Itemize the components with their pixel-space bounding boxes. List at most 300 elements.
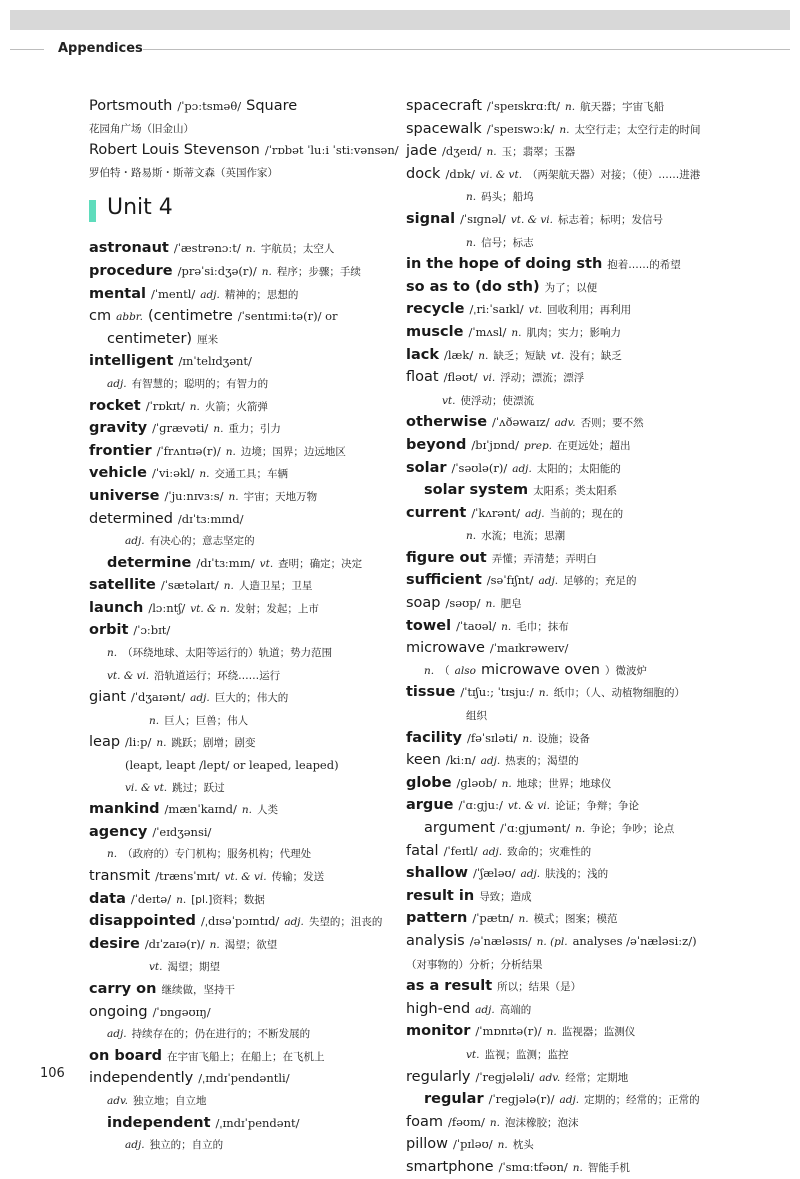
part-of-speech: vi. <box>482 372 496 385</box>
word: foam <box>406 1113 443 1130</box>
definition: 交通工具；车辆 <box>214 468 289 481</box>
entry-line <box>89 597 389 620</box>
entry-line <box>89 798 389 821</box>
phonetic: /ˈkʌrənt/ <box>471 505 521 520</box>
entry-line <box>406 231 726 254</box>
part-of-speech: n. <box>478 349 489 362</box>
glossary-entry <box>406 975 726 998</box>
header-rule-left <box>10 49 44 50</box>
phonetic: /fəˈsɪləti/ <box>466 730 518 745</box>
unit-heading <box>89 195 389 231</box>
entry-line <box>406 615 726 638</box>
part-of-speech: vt. <box>466 1048 480 1061</box>
part-of-speech: n. <box>538 687 549 700</box>
phonetic: /ˈæstrənɔːt/ <box>173 241 241 256</box>
glossary-entry <box>406 118 726 141</box>
entry-line <box>89 910 389 933</box>
part-of-speech: n. <box>572 1161 583 1174</box>
entry-line <box>406 840 726 863</box>
entry-line <box>406 727 726 750</box>
part-of-speech: n. <box>486 146 497 159</box>
entry-line <box>406 930 726 953</box>
entry-line <box>89 508 389 530</box>
entry-line <box>89 1022 389 1045</box>
glossary-entry <box>406 1111 726 1134</box>
part-of-speech: n. <box>466 191 477 204</box>
headword: signal <box>406 210 456 227</box>
definition: 浮动；漂流；漂浮 <box>500 372 585 385</box>
part-of-speech: n. <box>228 490 239 503</box>
phonetic: /ˌdɪsəˈpɔɪntɪd/ <box>200 914 280 929</box>
entry-line <box>89 1001 389 1023</box>
part-of-speech: vt. <box>442 394 456 407</box>
glossary-entry <box>89 417 389 440</box>
phonetic: /ˈtaʊəl/ <box>456 618 497 633</box>
part-of-speech: n. <box>501 620 512 633</box>
definition: 信号；标志 <box>481 236 534 249</box>
entry-line <box>406 749 726 772</box>
entry-line <box>406 637 726 659</box>
glossary-entry <box>406 681 726 726</box>
definition: 有决心的；意志坚定的 <box>149 535 255 548</box>
entry-line <box>89 574 389 597</box>
definition: （两架航天器）对接；（使）……进港 <box>527 168 701 181</box>
part-of-speech: n. <box>511 326 522 339</box>
phonetic: /dʒeɪd/ <box>442 144 482 159</box>
word: spacewalk <box>406 120 482 137</box>
part-of-speech: vi. & vt. <box>125 781 168 794</box>
definition: 智能手机 <box>587 1161 630 1174</box>
entry-line <box>406 95 726 118</box>
entry-line <box>89 283 389 306</box>
definition: 有智慧的；聪明的；有智力的 <box>131 377 269 390</box>
entry-line <box>406 547 726 570</box>
definition: 在宇宙飞船上；在船上；在飞机上 <box>167 1050 325 1063</box>
entry-line <box>406 885 726 908</box>
phonetic: /ˈsmɑːtfəʊn/ <box>498 1159 568 1174</box>
definition: 监视；监测；监控 <box>484 1048 569 1061</box>
definition: 足够的；充足的 <box>563 575 637 588</box>
word: spacecraft <box>406 98 482 114</box>
phonetic: /lɔːntʃ/ <box>148 600 186 615</box>
part-of-speech: adv. <box>554 417 576 430</box>
headword: procedure <box>89 262 173 279</box>
phonetic: /læk/ <box>444 347 474 362</box>
definition: 纸巾；（人、动植物细胞的） <box>553 687 686 700</box>
definition: 火箭；火箭弹 <box>204 400 268 413</box>
entry-line <box>89 440 389 463</box>
glossary-entry <box>406 502 726 547</box>
entry-line <box>406 366 726 389</box>
phonetic: /fləʊt/ <box>443 370 478 385</box>
definition: 致命的；灾难性的 <box>507 845 592 858</box>
glossary-entry <box>406 930 726 975</box>
part-of-speech: adj. <box>190 692 210 705</box>
phonetic: /ɪnˈtelɪdʒənt/ <box>178 354 252 369</box>
headword: as a result <box>406 978 493 995</box>
glossary-entry <box>89 260 389 283</box>
phonetic: /dɪˈtɜːmɪnd/ <box>177 511 244 526</box>
part-of-speech: n. (pl. <box>536 935 568 948</box>
entry-line <box>406 704 726 727</box>
word: soap <box>406 595 441 612</box>
glossary-entry <box>89 933 389 978</box>
headword: tissue <box>406 684 456 701</box>
entry-line <box>406 975 726 998</box>
glossary-entry <box>89 283 389 306</box>
headword: agency <box>89 823 148 840</box>
glossary-entry <box>406 298 726 321</box>
entry-line <box>406 253 726 276</box>
phonetic: /ˈɒnɡəʊɪŋ/ <box>152 1004 211 1019</box>
headword: satellite <box>89 577 156 594</box>
headword: pattern <box>406 910 468 927</box>
word: determined <box>89 510 173 527</box>
word: leap <box>89 734 121 751</box>
entry-line <box>406 163 726 186</box>
definition: 定期的；经常的；正常的 <box>584 1094 700 1107</box>
definition: 罗伯特・路易斯・斯蒂文森（英国作家） <box>89 166 278 179</box>
entry-line <box>89 372 389 395</box>
definition: 发射；发起；上市 <box>234 602 319 615</box>
definition: 传输；发送 <box>271 871 325 883</box>
definition: 毛巾；抹布 <box>516 620 569 633</box>
word: jade <box>406 143 438 160</box>
headword: frontier <box>89 442 152 459</box>
phonetic: /ˈmɒnɪtə(r)/ <box>475 1024 542 1039</box>
entry-line <box>89 260 389 283</box>
headword: carry on <box>89 980 157 997</box>
entry-line <box>406 592 726 615</box>
definition: 边境；国界；边远地区 <box>240 445 346 458</box>
phonetic: /səʊp/ <box>445 596 481 611</box>
part-of-speech: n. <box>176 893 187 906</box>
part-of-speech: n. <box>522 732 533 745</box>
phonetic: /ˈmaɪkrəweɪv/ <box>489 641 569 656</box>
glossary-entry <box>406 772 726 795</box>
headword: so as to (do sth) <box>406 278 540 295</box>
part-of-speech: vi. & vt. <box>479 168 523 181</box>
word: float <box>406 369 439 386</box>
entry-line <box>89 754 389 776</box>
definition: 精神的；思想的 <box>224 288 299 301</box>
definition: 地球；世界；地球仪 <box>516 777 612 790</box>
part-of-speech: adj. <box>107 377 127 390</box>
part-of-speech: vt. <box>550 349 565 362</box>
part-of-speech: adj. <box>559 1094 580 1107</box>
definition: 宇航员；太空人 <box>260 243 335 256</box>
headword: astronaut <box>89 240 169 257</box>
part-of-speech: adj. <box>284 916 304 929</box>
definition: [pl.]资料；数据 <box>191 893 265 906</box>
definition: 高端的 <box>499 1003 532 1016</box>
word: Robert Louis Stevenson <box>89 142 260 159</box>
entry-line <box>406 907 726 930</box>
glossary-entry <box>406 749 726 772</box>
part-of-speech: adj. <box>512 462 532 475</box>
definition: （对事物的）分析；分析结果 <box>406 958 543 971</box>
part-of-speech: n. <box>559 123 570 136</box>
entry-line <box>406 1111 726 1134</box>
part-of-speech: n. <box>546 1026 557 1039</box>
definition: 水流；电流；思潮 <box>481 530 566 543</box>
phonetic: /ˈpætn/ <box>472 911 514 926</box>
definition: 泡沫橡胶；泡沫 <box>504 1116 579 1129</box>
part-of-speech: vt. <box>528 304 543 317</box>
part-of-speech: also <box>454 664 476 677</box>
headword: solar system <box>424 482 529 499</box>
part-of-speech: adj. <box>538 575 559 588</box>
part-of-speech: n. <box>245 243 256 256</box>
entry-line <box>89 1045 389 1068</box>
glossary-entry <box>89 1112 389 1156</box>
part-of-speech: adj. <box>200 288 220 301</box>
headword: data <box>89 890 126 907</box>
glossary-entry <box>406 434 726 457</box>
definition: 重力；引力 <box>228 423 281 436</box>
entry-line <box>89 686 389 709</box>
glossary-entry <box>89 821 389 865</box>
phonetic: /ˈɔːbɪt/ <box>133 623 171 638</box>
phonetic: /ˈjuːnɪvɜːs/ <box>164 488 224 503</box>
entry-line <box>89 842 389 865</box>
word: (centimetre <box>148 308 233 325</box>
entry-line <box>406 1066 726 1089</box>
part-of-speech: n. <box>575 823 586 835</box>
headword: on board <box>89 1047 162 1064</box>
entry-line <box>89 664 389 687</box>
definition: 厘米 <box>197 333 219 346</box>
part-of-speech: vt. & vi. <box>107 669 150 682</box>
top-color-bar <box>10 10 790 30</box>
definition: 没有；缺乏 <box>569 349 622 362</box>
entry-line <box>89 462 389 485</box>
entry-line <box>89 731 389 754</box>
definition: 回收利用；再利用 <box>547 304 632 317</box>
word: smartphone <box>406 1158 494 1175</box>
entry-line <box>406 479 726 502</box>
glossary-entry <box>406 276 726 299</box>
glossary-entry <box>89 350 389 394</box>
part-of-speech: n. <box>501 777 512 790</box>
definition: 热衷的；渴望的 <box>505 755 579 768</box>
word: ongoing <box>89 1003 148 1020</box>
glossary-entry <box>89 686 389 731</box>
phonetic: /liːp/ <box>125 735 152 750</box>
header-rule-right <box>143 49 790 50</box>
definition: 太阳系；类太阳系 <box>533 485 618 498</box>
headword: intelligent <box>89 353 174 370</box>
entry-line <box>89 161 389 184</box>
part-of-speech: adv. <box>107 1094 129 1107</box>
headword: muscle <box>406 323 464 340</box>
definition: 花园角广场（旧金山） <box>89 122 194 135</box>
definition: 码头；船坞 <box>481 191 534 204</box>
page-header <box>0 40 800 60</box>
entry-line <box>406 524 726 547</box>
entry-line <box>89 1133 389 1156</box>
part-of-speech: n. <box>565 101 576 113</box>
entry-line <box>89 117 389 140</box>
part-of-speech: adj. <box>125 535 145 548</box>
part-of-speech: vt. & n. <box>190 602 230 615</box>
entry-line <box>406 298 726 321</box>
phonetic: /ˈsɪɡnəl/ <box>460 211 506 226</box>
entry-line <box>406 185 726 208</box>
left-column <box>89 95 399 1156</box>
entry-line <box>89 529 389 552</box>
phonetic: /ˈɑːɡjumənt/ <box>499 821 571 835</box>
glossary-entry <box>406 366 726 411</box>
entry-line <box>406 389 726 412</box>
part-of-speech: n. <box>466 530 477 543</box>
entry-line <box>406 434 726 457</box>
entry-line <box>406 321 726 344</box>
entry-line <box>89 933 389 956</box>
part-of-speech: n. <box>485 598 496 611</box>
glossary-entry <box>406 1020 726 1065</box>
part-of-speech: adj. <box>480 755 501 768</box>
headword: towel <box>406 617 452 634</box>
glossary-entry <box>89 1067 389 1111</box>
glossary-entry <box>89 597 389 620</box>
entry-line <box>406 1043 726 1066</box>
part-of-speech: vt. & vi. <box>510 213 553 226</box>
phonetic: /ˈfeɪtl/ <box>443 843 478 858</box>
definition: 在更远处；超出 <box>557 439 631 452</box>
glossary-entry <box>89 508 389 552</box>
part-of-speech: n. <box>261 265 272 278</box>
definition: 抱着……的希望 <box>607 259 681 272</box>
phonetic: /ˈsentɪmiːtə(r)/ or <box>237 309 338 324</box>
glossary-entry <box>89 305 389 350</box>
glossary-entry <box>406 1156 726 1179</box>
glossary-entry <box>89 237 389 260</box>
phonetic: /ˈdeɪtə/ <box>130 891 172 906</box>
phonetic: /dɪˈzaɪə(r)/ <box>144 936 205 951</box>
word: Square <box>246 98 298 114</box>
headword: universe <box>89 487 160 504</box>
part-of-speech: vt. <box>259 557 274 570</box>
word: high-end <box>406 1000 471 1017</box>
word: giant <box>89 689 126 706</box>
definition: 肌肉；实力；影响力 <box>526 326 621 339</box>
entry-line <box>406 411 726 434</box>
phonetic: /ˈɡrævəti/ <box>152 421 209 436</box>
glossary-entry <box>406 998 726 1021</box>
definition: 人造卫星；卫星 <box>238 580 313 593</box>
glossary-entry <box>406 253 726 276</box>
entry-line <box>89 641 389 664</box>
entry-line <box>89 821 389 843</box>
entry-line <box>406 1020 726 1043</box>
glossary-entry <box>89 865 389 888</box>
headword: solar <box>406 459 447 476</box>
part-of-speech: n. <box>225 445 236 458</box>
headword: result in <box>406 887 475 904</box>
glossary-entry <box>89 440 389 463</box>
phonetic: /ˈdʒaɪənt/ <box>131 690 186 705</box>
part-of-speech: adj. <box>107 1028 127 1041</box>
phonetic: /ˈtɪʃuː; ˈtɪsjuː/ <box>460 685 534 700</box>
definition: （政府的）专门机构；服务机构；代理处 <box>122 848 312 861</box>
entry-line <box>406 817 726 840</box>
headword: monitor <box>406 1023 471 1040</box>
glossary-entry <box>406 457 726 502</box>
header-title: Appendices <box>58 41 143 56</box>
right-column <box>406 95 726 1179</box>
phonetic: /ˈfrʌntɪə(r)/ <box>156 443 221 458</box>
glossary-entry <box>406 794 726 839</box>
glossary-entry <box>406 907 726 930</box>
page-number: 106 <box>40 1066 65 1081</box>
glossary-entry <box>89 574 389 597</box>
phonetic: /ˈmentl/ <box>150 286 196 301</box>
entry-line <box>406 681 726 704</box>
word: independently <box>89 1070 194 1087</box>
glossary-entry <box>406 321 726 344</box>
headword: current <box>406 504 467 521</box>
definition: 沿轨道运行；环绕……运行 <box>154 669 281 682</box>
definition: 组织 <box>466 710 487 723</box>
glossary-entry <box>406 411 726 434</box>
glossary-entry <box>89 395 389 418</box>
definition: 设施；设备 <box>537 732 590 745</box>
entry-line <box>406 659 726 682</box>
definition: 巨大的；伟大的 <box>214 692 289 705</box>
definition: 跳跃；剧增；剧变 <box>171 737 256 750</box>
phonetic: /ˈeɪdʒənsi/ <box>152 824 212 839</box>
definition: 人类 <box>256 804 278 817</box>
definition: 监视器；监测仪 <box>561 1026 636 1039</box>
part-of-speech: n. <box>199 468 210 481</box>
part-of-speech: prep. <box>524 439 553 452</box>
part-of-speech: abbr. <box>116 311 144 324</box>
entry-line <box>89 1112 389 1134</box>
headword: shallow <box>406 865 469 882</box>
entry-line <box>89 888 389 911</box>
entry-line <box>89 95 389 117</box>
part-of-speech: n. <box>189 400 200 413</box>
entry-line <box>89 776 389 799</box>
entry-line <box>89 865 389 888</box>
phonetic: /ˈʌðəwaɪz/ <box>492 415 550 430</box>
word: analysis <box>406 932 465 949</box>
entry-line <box>89 328 389 351</box>
phonetic: /ˈrɒkɪt/ <box>145 398 185 413</box>
definition: 巨人；巨兽；伟人 <box>164 714 249 727</box>
headword: gravity <box>89 420 148 437</box>
definition: 使浮动；使漂流 <box>460 394 534 407</box>
headword: rocket <box>89 397 141 414</box>
part-of-speech: n. <box>156 737 167 750</box>
definition: 为了；以便 <box>544 281 598 294</box>
headword: in the hope of doing sth <box>406 256 603 273</box>
definition: 标志着；标明；发信号 <box>557 213 663 226</box>
phonetic: /prəˈsiːdʒə(r)/ <box>177 263 257 278</box>
part-of-speech: n. <box>213 423 224 436</box>
glossary-entry <box>89 888 389 911</box>
phonetic: /trænsˈmɪt/ <box>155 869 220 883</box>
entry-line <box>406 276 726 299</box>
unit-title: Unit 4 <box>107 195 173 221</box>
entry-line <box>89 139 399 161</box>
definition: 肥皂 <box>500 598 522 611</box>
entry-line <box>406 953 726 976</box>
glossary-entry <box>89 910 389 933</box>
glossary-entry <box>89 139 399 183</box>
word: microwave <box>406 640 485 657</box>
